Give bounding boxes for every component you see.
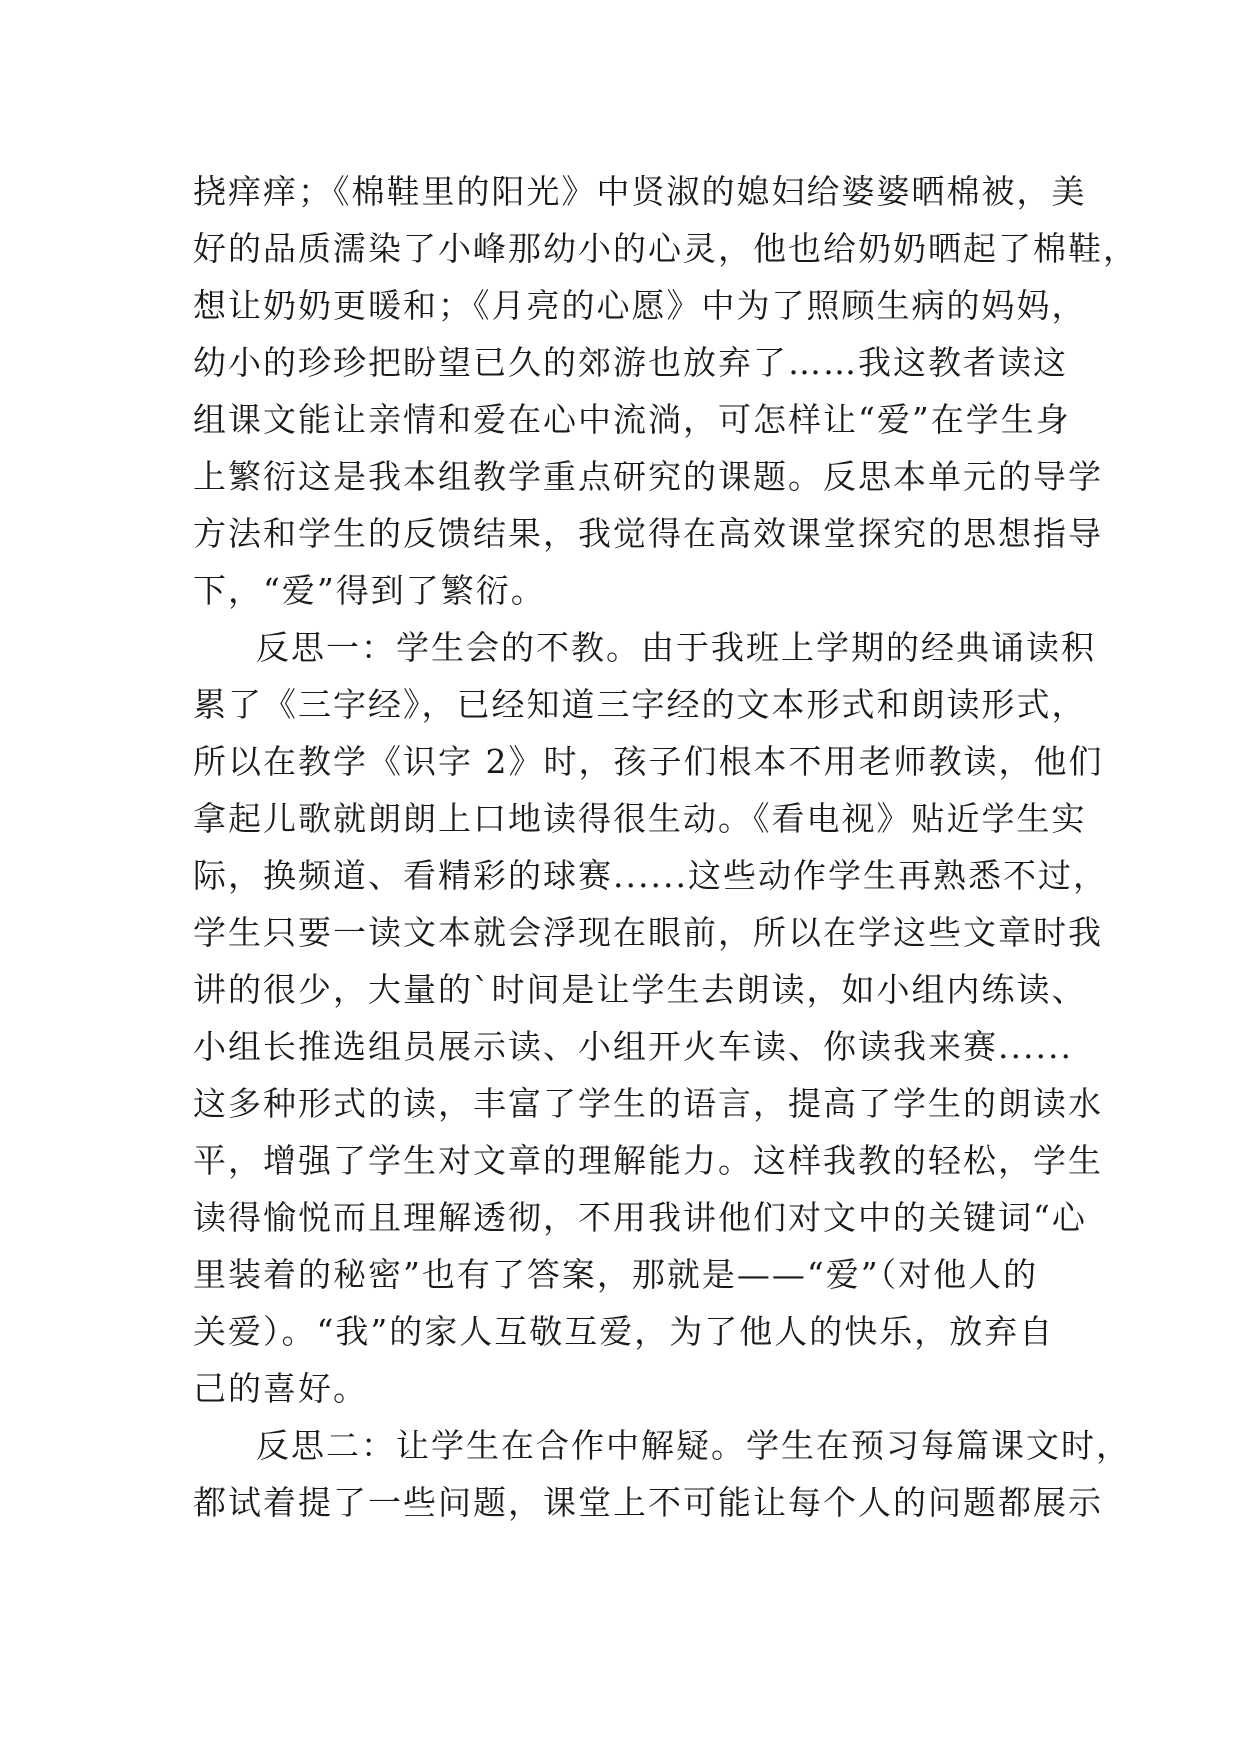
text-line: 里装着的秘密”也有了答案，那就是——“爱”（对他人的 — [193, 1255, 1039, 1294]
text-line: 学生只要一读文本就会浮现在眼前，所以在学这些文章时我 — [193, 913, 1103, 952]
text-line: 际，换频道、看精彩的球赛......这些动作学生再熟悉不过， — [193, 856, 1108, 895]
text-line: 拿起儿歌就朗朗上口地读得很生动。《看电视》贴近学生实 — [193, 799, 1087, 838]
text-line: 关爱）。“我”的家人互敬互爱，为了他人的快乐，放弃自 — [193, 1312, 1055, 1351]
text-line: 这多种形式的读，丰富了学生的语言，提高了学生的朗读水 — [193, 1084, 1103, 1123]
text-line: 所以在教学《识字 2》时，孩子们根本不用老师教读，他们 — [193, 742, 1104, 781]
text-line: 下，“爱”得到了繁衍。 — [193, 571, 546, 610]
text-line: 读得愉悦而且理解透彻，不用我讲他们对文中的关键词“心 — [193, 1198, 1087, 1237]
body-text — [193, 163, 1138, 1531]
text-line: 组课文能让亲情和爱在心中流淌，可怎样让“爱”在学生身 — [193, 400, 1071, 439]
text-line: 平，增强了学生对文章的理解能力。这样我教的轻松，学生 — [193, 1141, 1103, 1180]
text-line: 想让奶奶更暖和；《月亮的心愿》中为了照顾生病的妈妈， — [193, 286, 1087, 325]
paragraph-start-reflection-two: 反思二：让学生在合作中解疑。学生在预习每篇课文时， — [256, 1426, 1131, 1465]
paragraph-start-reflection-one: 反思一：学生会的不教。由于我班上学期的经典诵读积 — [256, 628, 1096, 667]
text-line: 累了《三字经》，已经知道三字经的文本形式和朗读形式， — [193, 685, 1087, 724]
text-line: 幼小的珍珍把盼望已久的郊游也放弃了……我这教者读这 — [193, 343, 1068, 382]
text-line: 都试着提了一些问题，课堂上不可能让每个人的问题都展示 — [193, 1483, 1103, 1522]
text-line: 讲的很少，大量的`时间是让学生去朗读，如小组内练读、 — [193, 970, 1087, 1009]
text-line: 小组长推选组员展示读、小组开火车读、你读我来赛...... — [193, 1027, 1073, 1066]
text-line: 上繁衍这是我本组教学重点研究的课题。反思本单元的导学 — [193, 457, 1103, 496]
text-line: 好的品质濡染了小峰那幼小的心灵，他也给奶奶晒起了棉鞋， — [193, 229, 1138, 268]
text-line: 方法和学生的反馈结果，我觉得在高效课堂探究的思想指导 — [193, 514, 1103, 553]
text-line: 己的喜好。 — [193, 1369, 368, 1408]
text-line: 挠痒痒；《棉鞋里的阳光》中贤淑的媳妇给婆婆晒棉被，美 — [193, 172, 1087, 211]
